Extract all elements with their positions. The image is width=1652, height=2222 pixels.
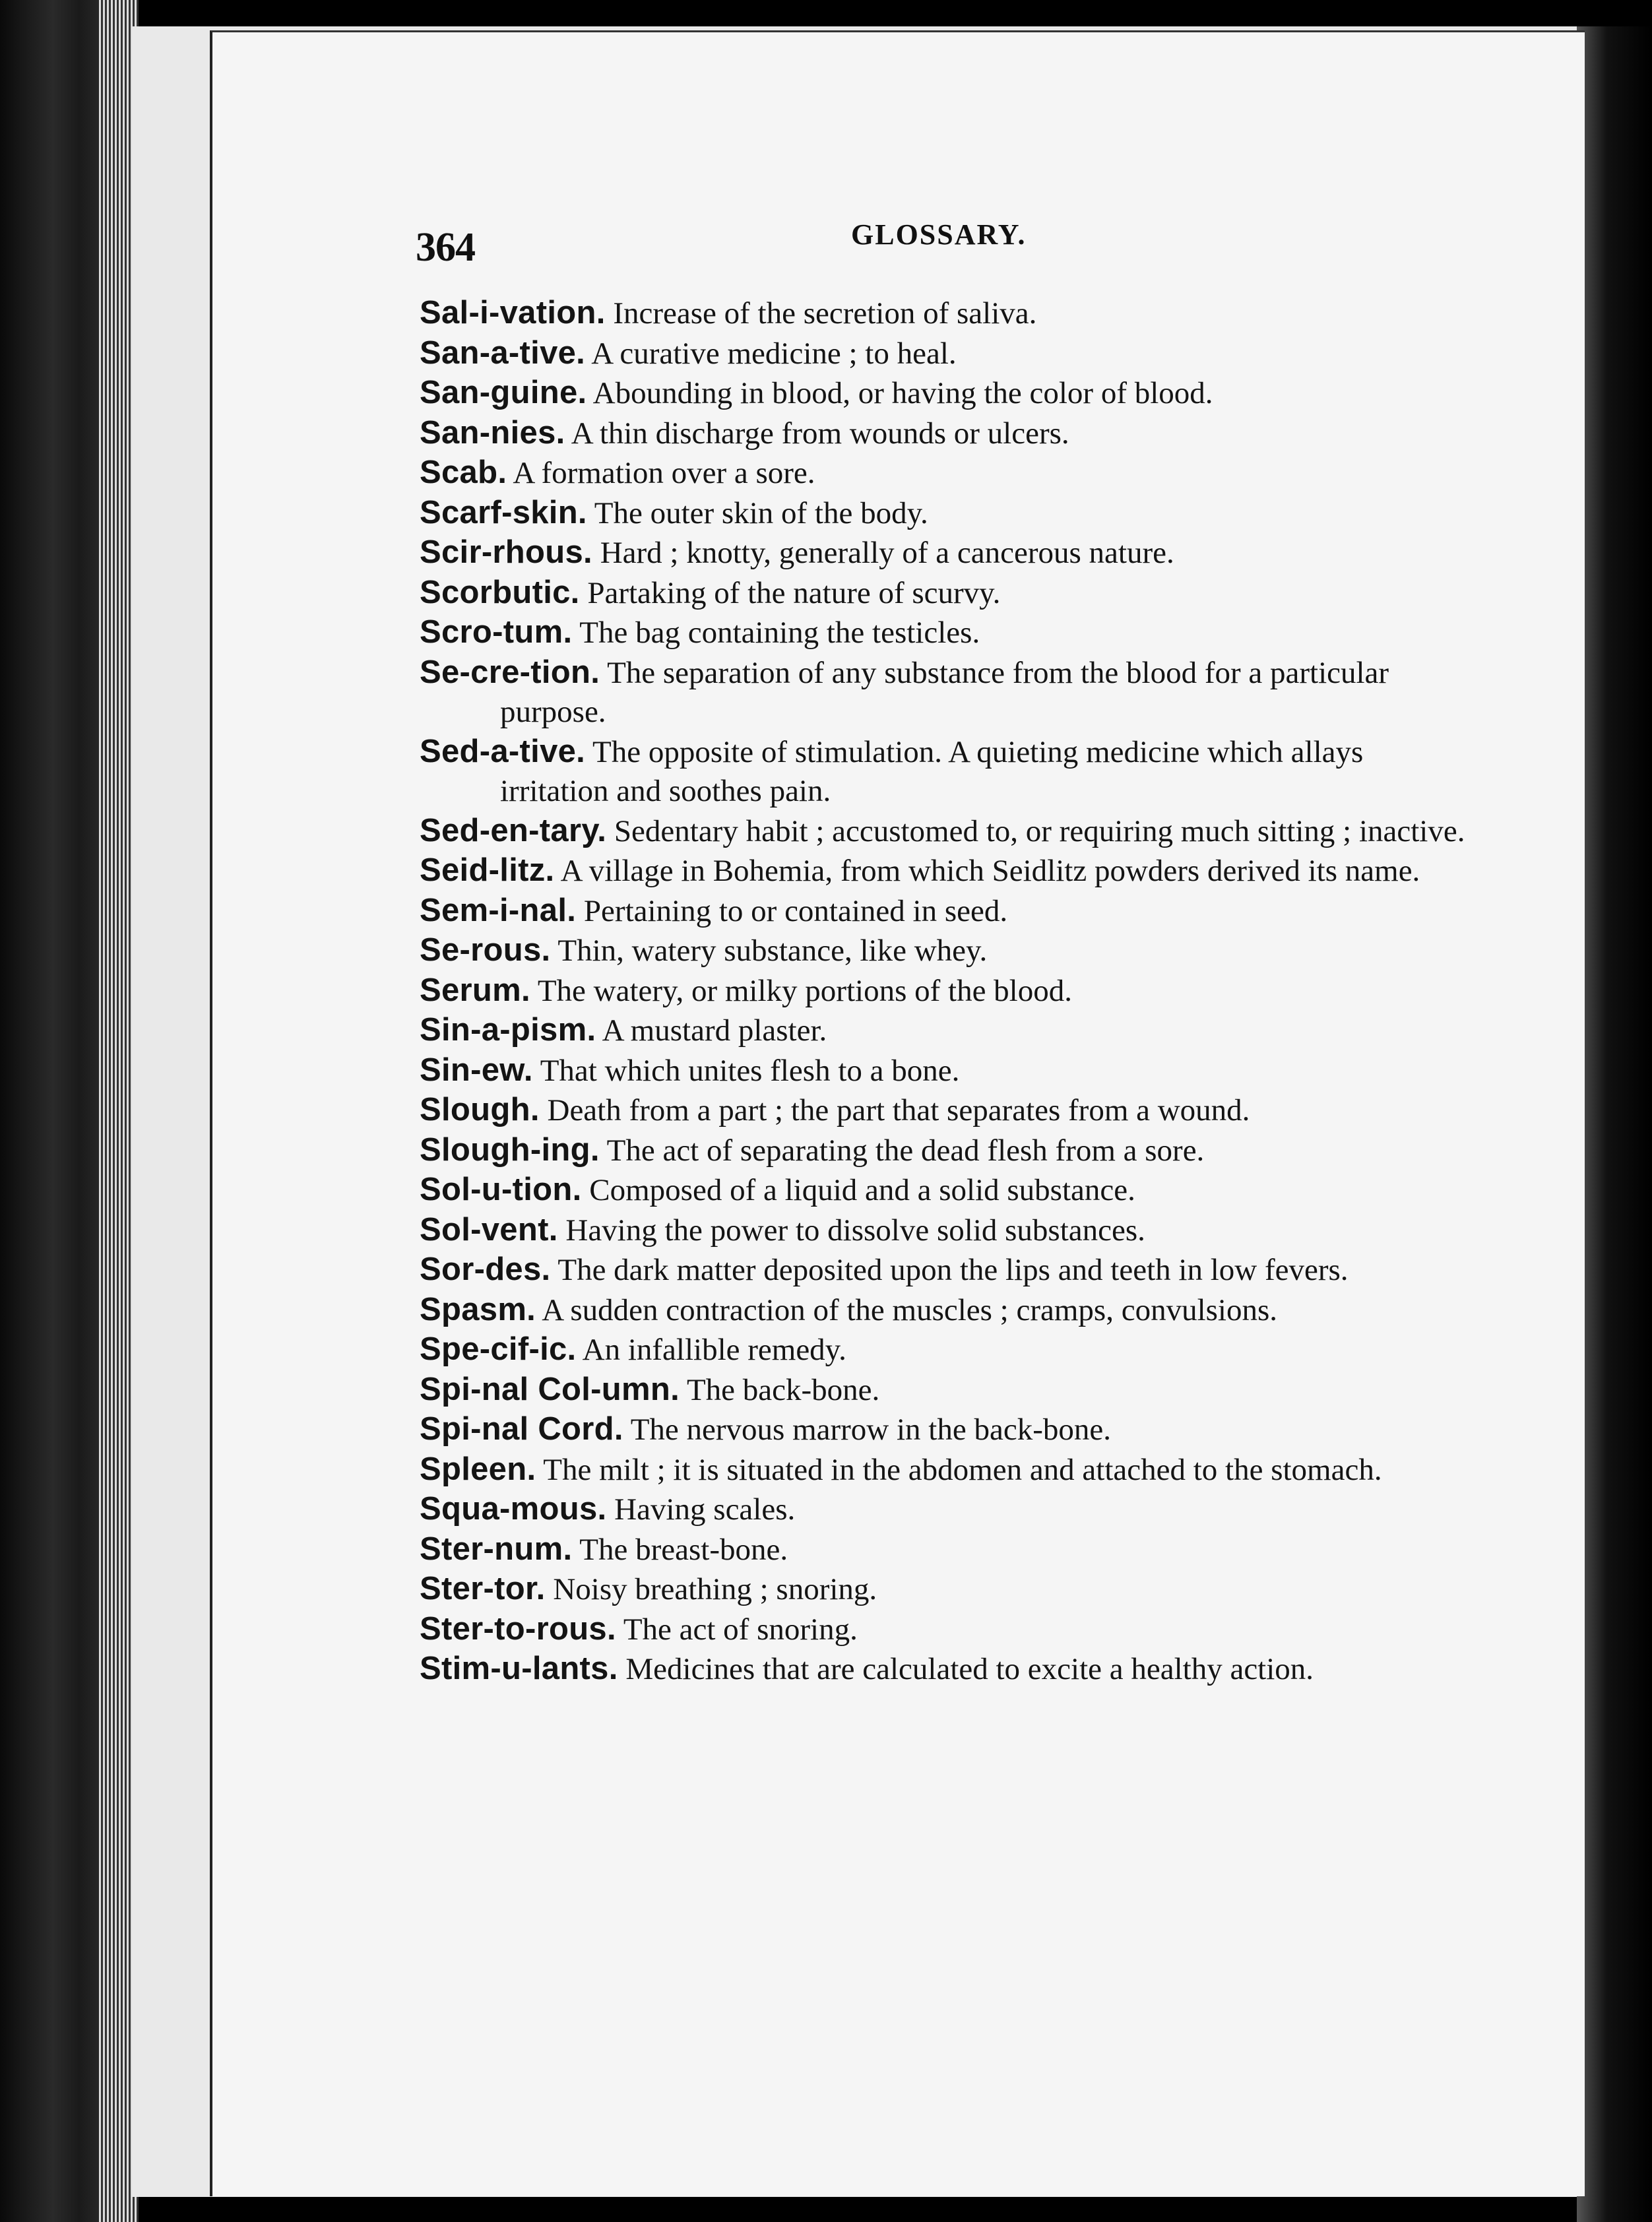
glossary-entry xyxy=(420,533,1475,573)
glossary-definition: The opposite of stimulation. A quieting medicine which allays irritation and soothes pain. xyxy=(500,734,1364,808)
glossary-term: Sem-i-nal. xyxy=(420,892,577,928)
glossary-term: Spasm. xyxy=(420,1291,536,1327)
glossary-term: Sor-des. xyxy=(420,1252,551,1287)
glossary-entry xyxy=(420,1250,1475,1290)
glossary-definition: The bag containing the testicles. xyxy=(579,616,980,650)
glossary-term: Se-rous. xyxy=(420,932,551,968)
glossary-definition: The nervous marrow in the back-bone. xyxy=(630,1413,1111,1447)
glossary-entry xyxy=(420,851,1475,891)
glossary-entry xyxy=(420,1450,1475,1490)
glossary-entry xyxy=(420,971,1475,1011)
glossary-term: San-guine. xyxy=(420,375,587,410)
glossary-entry xyxy=(420,414,1475,454)
glossary-definition: Having scales. xyxy=(614,1492,796,1527)
glossary-entry xyxy=(420,1370,1475,1411)
glossary-entry xyxy=(420,1490,1475,1530)
glossary-term: Spi-nal Col-umn. xyxy=(420,1371,680,1407)
glossary-entry xyxy=(420,1170,1475,1211)
gutter-shadow xyxy=(1577,26,1652,2222)
glossary-definition: Having the power to dissolve solid substances. xyxy=(565,1213,1145,1248)
glossary-term: San-a-tive. xyxy=(420,334,586,371)
page-header xyxy=(416,218,1471,270)
glossary-entry xyxy=(420,1290,1475,1331)
running-head: GLOSSARY. xyxy=(851,218,1027,251)
glossary-entry xyxy=(420,493,1475,534)
glossary-entry xyxy=(420,573,1475,614)
glossary-definition: A village in Bohemia, from which Seidlitz powders derived its name. xyxy=(560,854,1420,888)
glossary-definition: Increase of the secretion of saliva. xyxy=(613,296,1037,331)
glossary-term: Sed-en-tary. xyxy=(420,812,607,848)
glossary-entry xyxy=(420,334,1475,374)
glossary-entry xyxy=(420,1131,1475,1171)
glossary-definition: The breast-bone. xyxy=(579,1532,788,1567)
glossary-entry xyxy=(420,653,1475,732)
glossary-term: Scir-rhous. xyxy=(420,534,592,570)
glossary-term: Squa-mous. xyxy=(420,1491,607,1527)
glossary-definition: A sudden contraction of the muscles ; cramps, convulsions. xyxy=(542,1292,1278,1327)
glossary-definition: Composed of a liquid and a solid substance. xyxy=(589,1173,1135,1207)
glossary-term: San-nies. xyxy=(420,414,565,451)
glossary-definition: The outer skin of the body. xyxy=(594,495,928,530)
glossary-definition: A curative medicine ; to heal. xyxy=(591,336,957,371)
glossary-entry xyxy=(420,613,1475,653)
glossary-entry xyxy=(420,1211,1475,1251)
glossary-entry xyxy=(420,1330,1475,1370)
glossary-term: Scab. xyxy=(420,455,507,490)
glossary-definition: Death from a part ; the part that separates from a wound. xyxy=(547,1093,1250,1127)
glossary-definition: Abounding in blood, or having the color of blood. xyxy=(592,376,1213,410)
glossary-term: Sol-u-tion. xyxy=(420,1172,582,1207)
glossary-term: Sin-a-pism. xyxy=(420,1012,596,1048)
glossary-entry xyxy=(420,931,1475,971)
glossary-entry xyxy=(420,1530,1475,1570)
glossary-term: Spi-nal Cord. xyxy=(420,1411,623,1447)
glossary-entry xyxy=(420,1610,1475,1650)
glossary-term: Serum. xyxy=(420,972,530,1008)
glossary-term: Ster-tor. xyxy=(420,1571,546,1606)
glossary-term: Scro-tum. xyxy=(420,614,573,650)
glossary-definition: The watery, or milky portions of the blood. xyxy=(537,973,1072,1008)
glossary-term: Se-cre-tion. xyxy=(420,654,600,690)
glossary-entry xyxy=(420,294,1475,334)
glossary-term: Sal-i-vation. xyxy=(420,295,606,331)
glossary-definition: The back-bone. xyxy=(686,1372,880,1407)
glossary-term: Slough. xyxy=(420,1092,540,1127)
glossary-term: Sed-a-tive. xyxy=(420,733,586,769)
glossary-term: Ster-num. xyxy=(420,1531,573,1567)
glossary-definition: Noisy breathing ; snoring. xyxy=(553,1572,877,1606)
glossary-definition: Sedentary habit ; accustomed to, or requiring much sitting ; inactive. xyxy=(614,813,1465,848)
glossary-term: Spleen. xyxy=(420,1451,536,1487)
glossary-definition: A thin discharge from wounds or ulcers. xyxy=(571,416,1069,451)
glossary-term: Stim-u-lants. xyxy=(420,1651,618,1686)
glossary-term: Sol-vent. xyxy=(420,1211,558,1248)
glossary-term: Seid-litz. xyxy=(420,852,555,888)
glossary-term: Scarf-skin. xyxy=(420,494,587,530)
glossary-term: Scorbutic. xyxy=(420,574,580,610)
glossary-entry xyxy=(420,811,1475,852)
glossary-definition: An infallible remedy. xyxy=(582,1333,846,1367)
glossary-definition: Partaking of the nature of scurvy. xyxy=(587,575,1001,610)
glossary-entry xyxy=(420,453,1475,493)
glossary-entry xyxy=(420,1011,1475,1051)
glossary-definition: Hard ; knotty, generally of a cancerous nature. xyxy=(600,536,1174,570)
glossary-term: Sin-ew. xyxy=(420,1052,533,1088)
glossary-definition: The act of separating the dead flesh from a sore. xyxy=(606,1133,1205,1168)
glossary-definition: A mustard plaster. xyxy=(602,1013,827,1048)
glossary-entry xyxy=(420,1051,1475,1091)
glossary-entry xyxy=(420,1649,1475,1690)
glossary-definition: The act of snoring. xyxy=(623,1612,858,1647)
page-number: 364 xyxy=(416,225,475,270)
glossary-definition: The dark matter deposited upon the lips and teeth in low fevers. xyxy=(557,1253,1349,1287)
glossary-definition: That which unites flesh to a bone. xyxy=(540,1053,960,1088)
glossary-definition: Thin, watery substance, like whey. xyxy=(557,934,988,968)
glossary-entry xyxy=(420,373,1475,414)
glossary-entry xyxy=(420,1091,1475,1131)
glossary-definition: The separation of any substance from the blood for a particular purpose. xyxy=(500,655,1389,729)
glossary-definition: Pertaining to or contained in seed. xyxy=(583,893,1008,928)
glossary-definition: The milt ; it is situated in the abdomen and attached to the stomach. xyxy=(543,1452,1382,1487)
glossary-entries xyxy=(420,294,1475,1690)
glossary-definition: A formation over a sore. xyxy=(513,456,815,490)
glossary-term: Spe-cif-ic. xyxy=(420,1331,577,1367)
glossary-entry xyxy=(420,732,1475,811)
glossary-term: Ster-to-rous. xyxy=(420,1610,616,1647)
glossary-entry xyxy=(420,1570,1475,1610)
glossary-definition: Medicines that are calculated to excite a healthy action. xyxy=(625,1652,1314,1686)
glossary-entry xyxy=(420,1410,1475,1450)
glossary-term: Slough-ing. xyxy=(420,1131,600,1168)
glossary-entry xyxy=(420,891,1475,932)
